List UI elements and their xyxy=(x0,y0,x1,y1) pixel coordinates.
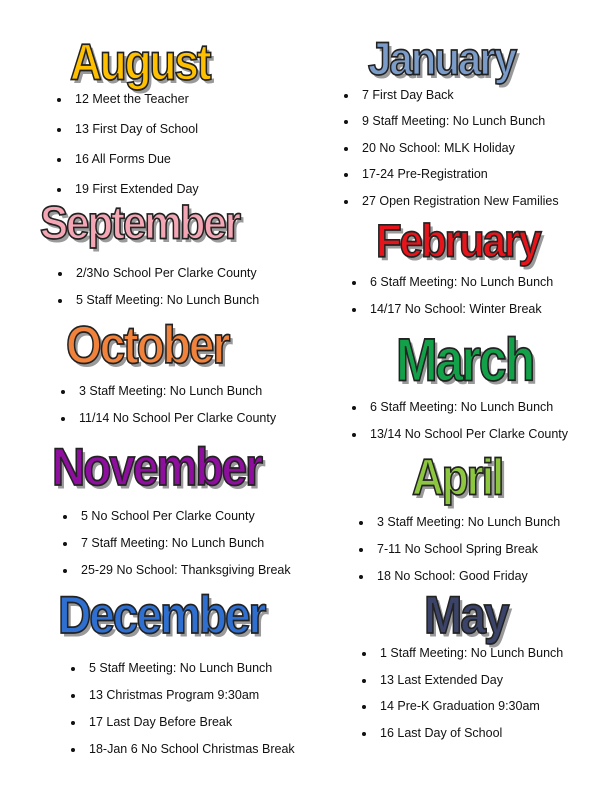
school-calendar: August 12 Meet the Teacher 13 First Day of School 16 All Forms Due 19 First Extended Day September 2/3No School Per Clarke County 5 Staff Meeting: No Lunch Bunch October 3 Staff Meeting: No Lunch Bunch 11/14 No School Per Clarke County November 5 No School Per Clarke County 7 Staff Meeting: No Lunch Bunch 25-29 No School: Thanksgiving Break December 5 Staff Meeting: No Lunch Bunch 13 Christmas Program 9:30am 17 Last Day Before Break 18-Jan 6 No School Christmas Break January 7 First Day Back 9 Staff Meeting: No Lunch Bunch 20 No School: MLK Holiday 17-24 Pre-Registration 27 Open Registration New Families February 6 Staff Meeting: No Lunch Bunch 14/17 No School: Winter Break March 6 Staff Meeting: No Lunch Bunch 13/14 No School Per Clarke County April 3 Staff Meeting: No Lunch Bunch 7-11 No School Spring Break 18 No School: Good Friday May 1 Staff Meeting: No Lunch Bunch 13 Last Extended Day 14 Pre-K Graduation 9:30am 16 Last Day of School xyxy=(40,32,569,756)
month-title-november: November xyxy=(52,436,261,497)
month-title-september: September xyxy=(40,196,240,249)
month-title-march: March xyxy=(396,326,534,394)
month-title-october: October xyxy=(66,314,229,375)
month-title-may: May xyxy=(424,584,508,645)
month-title-february: February xyxy=(376,214,540,267)
month-title-august: August xyxy=(70,34,210,91)
month-title-january: January xyxy=(368,32,516,85)
month-title-april: April xyxy=(412,449,503,506)
month-title-december: December xyxy=(58,584,265,645)
